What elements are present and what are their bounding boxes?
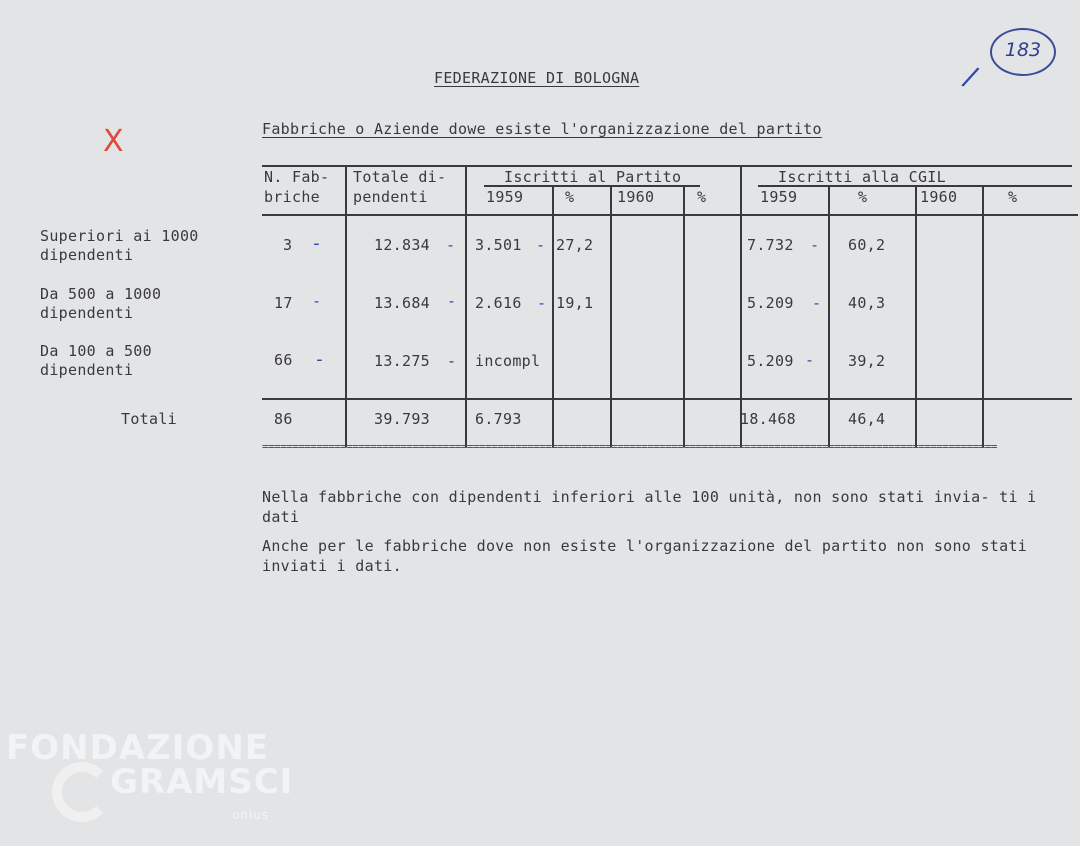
cell-cgil-pct: 39,2 — [848, 352, 886, 370]
note-paragraph: Anche per le fabbriche dove non esiste l'organizzazione del partito non sono stati inviati i dati. — [262, 537, 1028, 575]
totals-label: Totali — [121, 410, 177, 428]
tick-mark: - — [447, 352, 457, 370]
header-percent: % — [697, 188, 707, 206]
col-divider — [552, 186, 554, 447]
watermark-logo: onlus — [232, 808, 270, 822]
row-label: Da 100 a 500 — [40, 342, 152, 360]
double-rule: ========================================================================================================================== — [262, 440, 997, 453]
red-cross-mark: X — [103, 124, 124, 159]
row-label: Superiori ai 1000 — [40, 227, 199, 245]
header-year: 1960 — [920, 188, 958, 206]
col-divider — [915, 186, 917, 447]
col-divider — [465, 165, 467, 447]
row-label: Da 500 a 1000 — [40, 285, 162, 303]
header-year: 1959 — [486, 188, 524, 206]
header-totale: pendenti — [353, 188, 428, 206]
header-n-fabbriche: N. Fab- — [264, 168, 330, 186]
cell-partito-pct: 19,1 — [556, 294, 594, 312]
totals-top-rule — [262, 398, 1072, 400]
cell-totale: 13.275 — [374, 352, 430, 370]
total-totale: 39.793 — [374, 410, 430, 428]
col-divider — [345, 165, 347, 447]
watermark-logo: FONDAZIONE — [6, 728, 270, 768]
header-percent: % — [858, 188, 868, 206]
page-number-stamp: 183 — [990, 28, 1056, 76]
total-cgil-pct: 46,4 — [848, 410, 886, 428]
cell-partito-1959: 2.616 — [475, 294, 522, 312]
header-n-fabbriche: briche — [264, 188, 320, 206]
tick-mark: - — [536, 236, 546, 254]
header-percent: % — [565, 188, 575, 206]
document-subtitle: Fabbriche o Aziende dowe esiste l'organizzazione del partito — [262, 120, 822, 138]
header-iscritti-cgil: Iscritti alla CGIL — [778, 168, 946, 186]
tick-mark: - — [446, 236, 456, 254]
total-partito-1959: 6.793 — [475, 410, 522, 428]
cell-partito-1959: 3.501 — [475, 236, 522, 254]
header-year: 1960 — [617, 188, 655, 206]
col-divider — [982, 186, 984, 447]
note-paragraph: Nella fabbriche con dipendenti inferiori alle 100 unità, non sono stati invia- ti i dati — [262, 488, 1037, 526]
tick-mark: - — [314, 349, 326, 370]
header-iscritti-partito: Iscritti al Partito — [504, 168, 682, 186]
col-divider — [610, 186, 612, 447]
cell-totale: 13.684 — [374, 294, 430, 312]
cell-cgil-pct: 60,2 — [848, 236, 886, 254]
tick-mark: - — [447, 292, 457, 310]
tick-mark: - — [812, 294, 822, 312]
header-bottom-rule — [262, 214, 1078, 216]
row-label: dipendenti — [40, 361, 134, 379]
total-n-fabbriche: 86 — [274, 410, 293, 428]
cell-n-fabbriche: 3 — [283, 236, 293, 254]
watermark-logo: GRAMSCI — [110, 762, 294, 802]
cell-cgil-1959: 5.209 — [747, 294, 794, 312]
watermark-g-icon — [52, 762, 112, 822]
blue-pen-mark: / — [959, 59, 982, 94]
tick-mark: - — [537, 294, 547, 312]
header-percent: % — [1008, 188, 1018, 206]
tick-mark: - — [312, 292, 322, 310]
cell-partito-1959: incompl — [475, 352, 541, 370]
col-divider — [828, 186, 830, 447]
cell-n-fabbriche: 17 — [274, 294, 293, 312]
total-cgil-1959: 18.468 — [740, 410, 796, 428]
row-label: dipendenti — [40, 304, 134, 322]
cell-cgil-1959: 7.732 — [747, 236, 794, 254]
header-totale: Totale di- — [353, 168, 447, 186]
cell-n-fabbriche: 66 — [274, 351, 293, 369]
document-title: FEDERAZIONE DI BOLOGNA — [434, 69, 640, 87]
table-top-rule — [262, 165, 1072, 167]
tick-mark: - — [810, 236, 820, 254]
tick-mark: - — [805, 351, 815, 369]
cell-cgil-pct: 40,3 — [848, 294, 886, 312]
cell-cgil-1959: 5.209 — [747, 352, 794, 370]
col-divider — [683, 186, 685, 447]
cell-partito-pct: 27,2 — [556, 236, 594, 254]
row-label: dipendenti — [40, 246, 134, 264]
col-divider — [740, 165, 742, 447]
tick-mark: - — [311, 233, 323, 254]
cell-totale: 12.834 — [374, 236, 430, 254]
header-year: 1959 — [760, 188, 798, 206]
